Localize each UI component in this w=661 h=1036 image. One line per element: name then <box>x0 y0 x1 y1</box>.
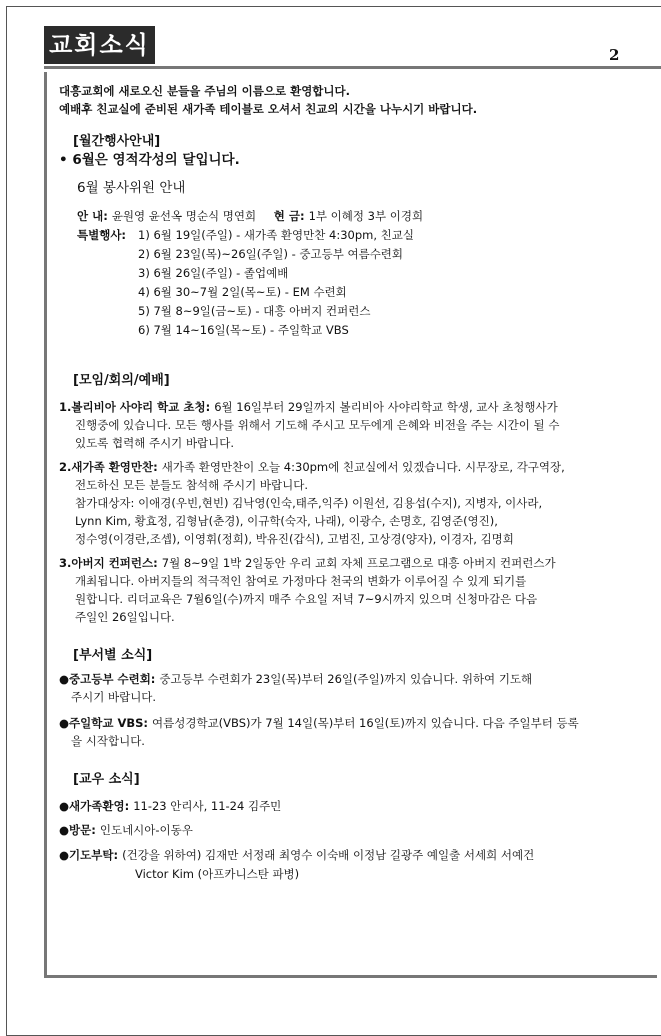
flower-label: 현 금: <box>273 209 309 223</box>
meeting-item-2 <box>59 460 565 474</box>
guide-label: 안 내: <box>77 209 112 223</box>
page-number: 2 <box>609 46 620 64</box>
section-title: 교회소식 <box>44 26 155 64</box>
dept-youth-title: ●중고등부 수련회: <box>59 672 160 686</box>
monthly-bullet: • 6월은 영적각성의 달입니다. <box>59 152 240 168</box>
meeting-item-2-line: 새가족 환영만찬이 오늘 4:30pm에 친교실에서 있겠습니다. 시무장로, 각구역장, <box>161 460 565 474</box>
meeting-item-2-line: 정수영(이경란,조셉), 이영휘(정희), 박유진(갑식), 고범진, 고상경(양자), 이경자, 김명희 <box>75 532 514 546</box>
welcome-label: ●새가족환영: <box>59 799 134 813</box>
dept-youth <box>59 672 532 686</box>
event-item: 4) 6월 30~7월 2일(목~토) - EM 수련회 <box>138 285 347 299</box>
dept-vbs-title: ●주일학교 VBS: <box>59 716 153 730</box>
meeting-item-3 <box>59 556 556 570</box>
meeting-item-3-line: 7월 8~9일 1박 2일동안 우리 교회 자체 프로그램으로 대흥 아버지 컨퍼런스가 <box>161 556 556 570</box>
visit-text: 인도네시아-이동우 <box>99 823 193 837</box>
meeting-item-2-title: 2.새가족 환영만찬: <box>59 460 162 474</box>
member-visit <box>59 823 193 837</box>
meetings-heading: [모임/회의/예배] <box>73 373 170 388</box>
prayer-line: Victor Kim (아프카니스탄 파병) <box>135 867 300 881</box>
volunteer-title: 6월 봉사위원 안내 <box>77 180 186 196</box>
dept-youth-line: 중고등부 수련회가 23일(목)부터 26일(주일)까지 있습니다. 위하여 기도해 <box>159 672 533 686</box>
members-heading: [교우 소식] <box>73 772 140 787</box>
prayer-line: (건강을 위하여) 김재만 서정래 최영수 이숙배 이정남 길광주 예일출 서세희 서예건 <box>122 848 535 862</box>
guide-row <box>77 209 423 223</box>
visit-label: ●방문: <box>59 823 100 837</box>
meeting-item-1-line: 진행중에 있습니다. 모든 행사를 위해서 기도해 주시고 모두에게 은혜와 비전을 주는 시간이 될 수 <box>75 418 560 432</box>
event-item: 3) 6월 26일(주일) - 졸업예배 <box>138 266 289 280</box>
meeting-item-1-line: 6월 16일부터 29일까지 볼리비아 사야리학교 학생, 교사 초청행사가 <box>214 400 558 414</box>
meeting-item-2-line: Lynn Kim, 황효정, 김형남(춘경), 이규학(숙자, 나래), 이광수, 손명호, 김영준(영진), <box>75 514 498 528</box>
meeting-item-1 <box>59 400 558 414</box>
intro-line: 대흥교회에 새로오신 분들을 주님의 이름으로 환영합니다. <box>59 84 351 98</box>
member-welcome <box>59 799 281 813</box>
member-prayer <box>59 848 534 862</box>
guide-text: 윤원영 윤선옥 명순식 명연희 <box>111 209 257 223</box>
dept-vbs-line: 을 시작합니다. <box>71 734 145 748</box>
meeting-item-3-line: 개최됩니다. 아버지들의 적극적인 참여로 가정마다 천국의 변화가 이루어질 수 있게 되기를 <box>75 574 527 588</box>
dept-vbs <box>59 716 579 730</box>
prayer-label: ●기도부탁: <box>59 848 123 862</box>
intro-line: 예배후 친교실에 준비된 새가족 테이블로 오셔서 친교의 시간을 나누시기 바랍니다. <box>59 102 478 116</box>
meeting-item-2-line: 참가대상자: 이애경(우빈,현빈) 김낙영(인숙,태주,익주) 이원선, 김용섭(수지), 지병자, 이사라, <box>75 496 543 510</box>
event-item: 2) 6월 23일(목)~26일(주일) - 중고등부 여름수련회 <box>138 247 404 261</box>
special-label: 특별행사: <box>77 228 127 242</box>
event-item: 5) 7월 8~9일(금~토) - 대흥 아버지 컨퍼런스 <box>138 304 371 318</box>
welcome-text: 11-23 안리사, 11-24 김주민 <box>133 799 282 813</box>
event-item: 1) 6월 19일(주일) - 새가족 환영만찬 4:30pm, 친교실 <box>138 228 414 242</box>
meeting-item-3-line: 주일인 26일입니다. <box>75 610 175 624</box>
meeting-item-3-title: 3.아버지 컨퍼런스: <box>59 556 162 570</box>
meeting-item-3-line: 원합니다. 리더교육은 7월6일(수)까지 매주 수요일 저녁 7~9시까지 있으며 신청마감은 다음 <box>75 592 538 606</box>
departments-heading: [부서별 소식] <box>73 648 153 663</box>
meeting-item-1-title: 1.볼리비아 사야리 학교 초청: <box>59 400 215 414</box>
event-item: 6) 7월 14~16일(목~토) - 주일학교 VBS <box>138 323 349 337</box>
meeting-item-1-line: 있도록 협력해 주시기 바랍니다. <box>75 436 235 450</box>
news-content <box>44 72 657 978</box>
meeting-item-2-line: 전도하신 모든 분들도 참석해 주시기 바랍니다. <box>75 478 309 492</box>
dept-youth-line: 주시기 바랍니다. <box>71 690 157 704</box>
monthly-heading: [월간행사안내] <box>73 134 161 149</box>
dept-vbs-line: 여름성경학교(VBS)가 7월 14일(목)부터 16일(토)까지 있습니다. 다음 주일부터 등록 <box>152 716 579 730</box>
header-rule <box>44 66 661 69</box>
flower-text: 1부 이혜정 3부 이경희 <box>308 209 424 223</box>
